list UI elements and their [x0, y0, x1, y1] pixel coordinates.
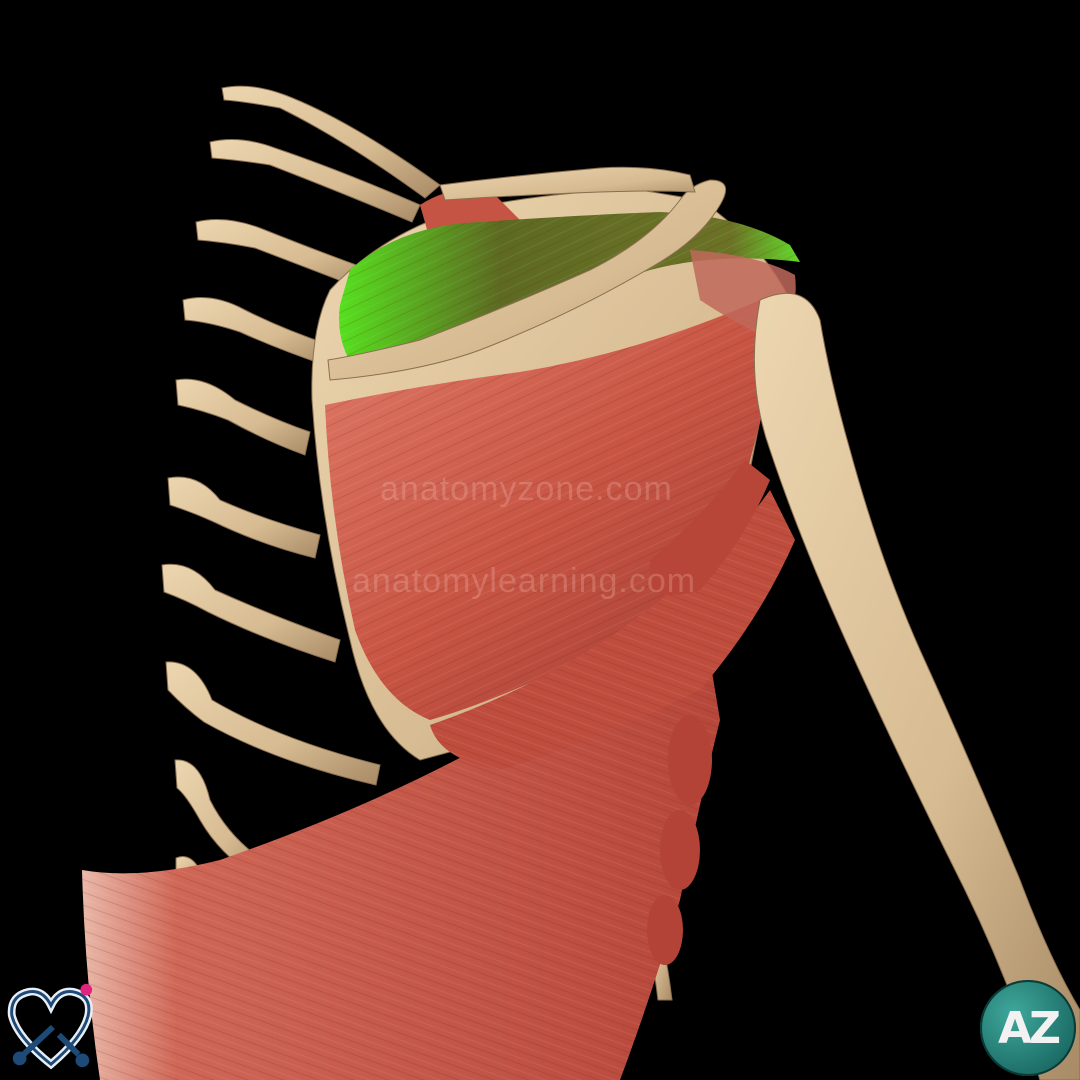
- anatomyzone-logo-text: AZ: [998, 1002, 1058, 1054]
- anatomyzone-logo: [980, 980, 1076, 1076]
- rib-6: [168, 477, 320, 558]
- rib-4: [183, 298, 330, 365]
- rib-5: [176, 379, 310, 455]
- watermark-anatomyzone: anatomyzone.com: [380, 470, 673, 508]
- anatomy-learning-heart-logo-icon: [2, 978, 100, 1076]
- watermark-anatomylearning: anatomylearning.com: [352, 562, 697, 600]
- rib-8: [166, 662, 380, 785]
- humerus: [754, 293, 1080, 1080]
- rib-7: [162, 564, 340, 662]
